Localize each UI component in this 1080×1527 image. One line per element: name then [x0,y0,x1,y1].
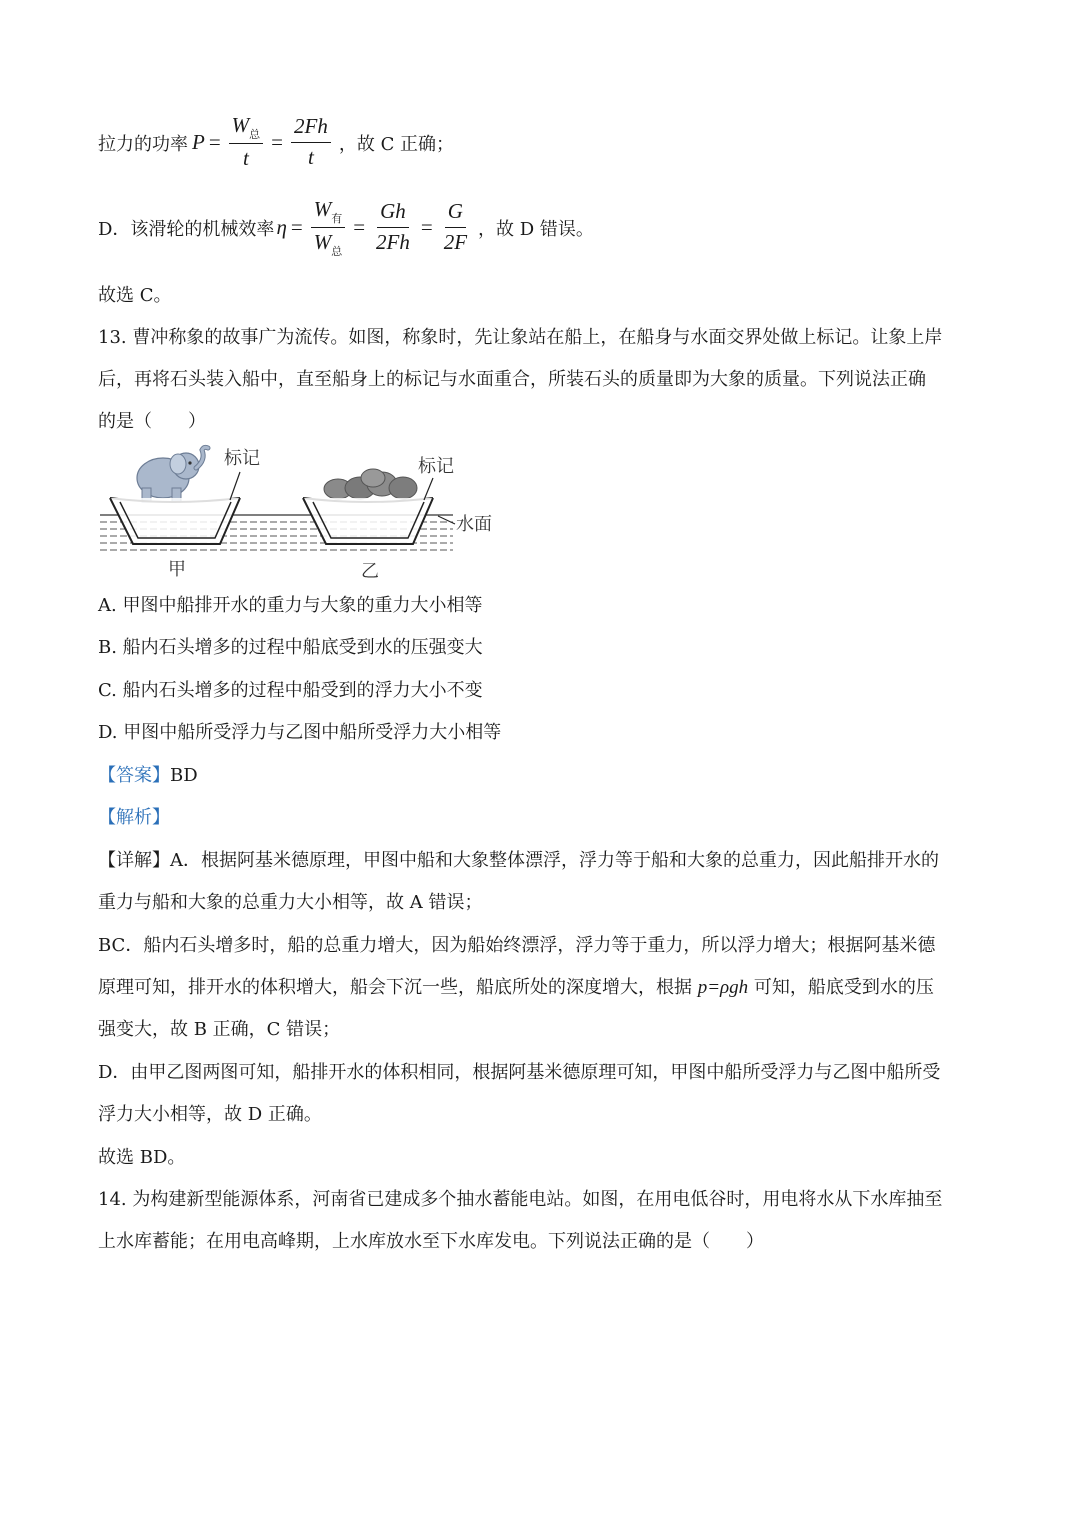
answer-value: BD [170,765,198,786]
fraction-G-over-2F: $\frac{G}{2F}$ [443,199,468,254]
q13-option-d: D. 甲图中船所受浮力与乙图中船所受浮力大小相等 [98,722,502,743]
mark-pointer-b [424,478,433,500]
fraction-W-total-over-t: $\frac{W_总}{t}$ [229,112,264,173]
boats-figure [98,440,518,585]
detail-line-1: 【详解】A．根据阿基米德原理，甲图中船和大象整体漂浮，浮力等于船和大象的总重力，因此船排开水的 [98,850,939,871]
efficiency-prefix: D．该滑轮的机械效率 [98,218,275,240]
detail-line-5: 强变大，故 B 正确，C 错误； [98,1019,341,1040]
answer-tag: 【答案】 [98,765,170,786]
stones-icon [324,469,417,499]
q13-stem-line-3: 的是（ ） [98,411,206,432]
detail-line-6: D．由甲乙图两图可知，船排开水的体积相同，根据阿基米德原理可知，甲图中船所受浮力与乙图中船所受 [98,1062,941,1083]
symbol-P: P [192,130,205,154]
detail-tag: 【详解】 [98,850,170,871]
mark-pointer-a [230,472,240,500]
q13-stem-line-2: 后，再将石头装入船中，直至船身上的标记与水面重合，所装石头的质量即为大象的质量。下列说法正确 [98,369,926,390]
q13-conclusion: 故选 BD。 [98,1147,186,1168]
q13-answer-line [98,761,198,787]
water-label: 水面 [456,514,492,534]
boat-b [303,498,433,544]
q12-conclusion: 故选 C。 [98,285,172,306]
q13-option-c: C. 船内石头增多的过程中船受到的浮力大小不变 [98,680,483,701]
power-prefix: 拉力的功率 [98,133,188,155]
fraction-2Fh-over-t: $\frac{2Fh}{t}$ [291,113,331,172]
efficiency-suffix: ，故 D 错误。 [478,218,594,240]
caption-b: 乙 [361,561,379,581]
detail-line-4: 原理可知，排开水的体积增大，船会下沉一些，船底所处的深度增大，根据 p=ρgh 可知，船底受到水的压 [98,977,934,998]
boat-a [110,498,240,544]
water-pointer [438,516,455,524]
power-formula-line: 拉力的功率 P = $\frac{W_总}{t}$ = $\frac{2Fh}{t}$ ，故 C 正确； [98,112,454,173]
symbol-eta: η [276,215,287,239]
analysis-tag: 【解析】 [98,807,170,828]
pressure-formula: p=ρgh [697,977,749,998]
fraction-W-useful-over-W-total: $\frac{W_有}{W_总}$ [311,196,346,259]
fraction-Gh-over-2Fh: $\frac{Gh}{2Fh}$ [376,199,410,254]
caption-a: 甲 [168,559,186,579]
mark-label-a: 标记 [224,448,260,468]
q13-option-b: B. 船内石头增多的过程中船底受到水的压强变大 [98,637,483,658]
q14-stem-line-2: 上水库蓄能；在用电高峰期，上水库放水至下水库发电。下列说法正确的是（ ） [98,1231,764,1252]
power-suffix: ，故 C 正确； [338,133,455,155]
detail-line-2: 重力与船和大象的总重力大小相等，故 A 错误； [98,892,483,913]
elephant-icon [137,447,208,502]
q13-stem-line-1: 13. 曹冲称象的故事广为流传。如图，称象时，先让象站在船上，在船身与水面交界处做上标记。让象上岸 [98,327,943,348]
efficiency-formula-line: D．该滑轮的机械效率 η = $\frac{W_有}{W_总}$ = $\frac{Gh}{2Fh}$ = $\frac{G}{2F}$ ，故 D 错误。 [98,197,594,258]
detail-line-7: 浮力大小相等，故 D 正确。 [98,1104,322,1125]
mark-label-b: 标记 [418,456,454,476]
q13-option-a: A. 甲图中船排开水的重力与大象的重力大小相等 [98,595,483,616]
detail-line-3: BC．船内石头增多时，船的总重力增大，因为船始终漂浮，浮力等于重力，所以浮力增大；根据阿基米德 [98,935,936,956]
q14-stem-line-1: 14. 为构建新型能源体系，河南省已建成多个抽水蓄能电站。如图，在用电低谷时，用电将水从下水库抽至 [98,1189,943,1210]
